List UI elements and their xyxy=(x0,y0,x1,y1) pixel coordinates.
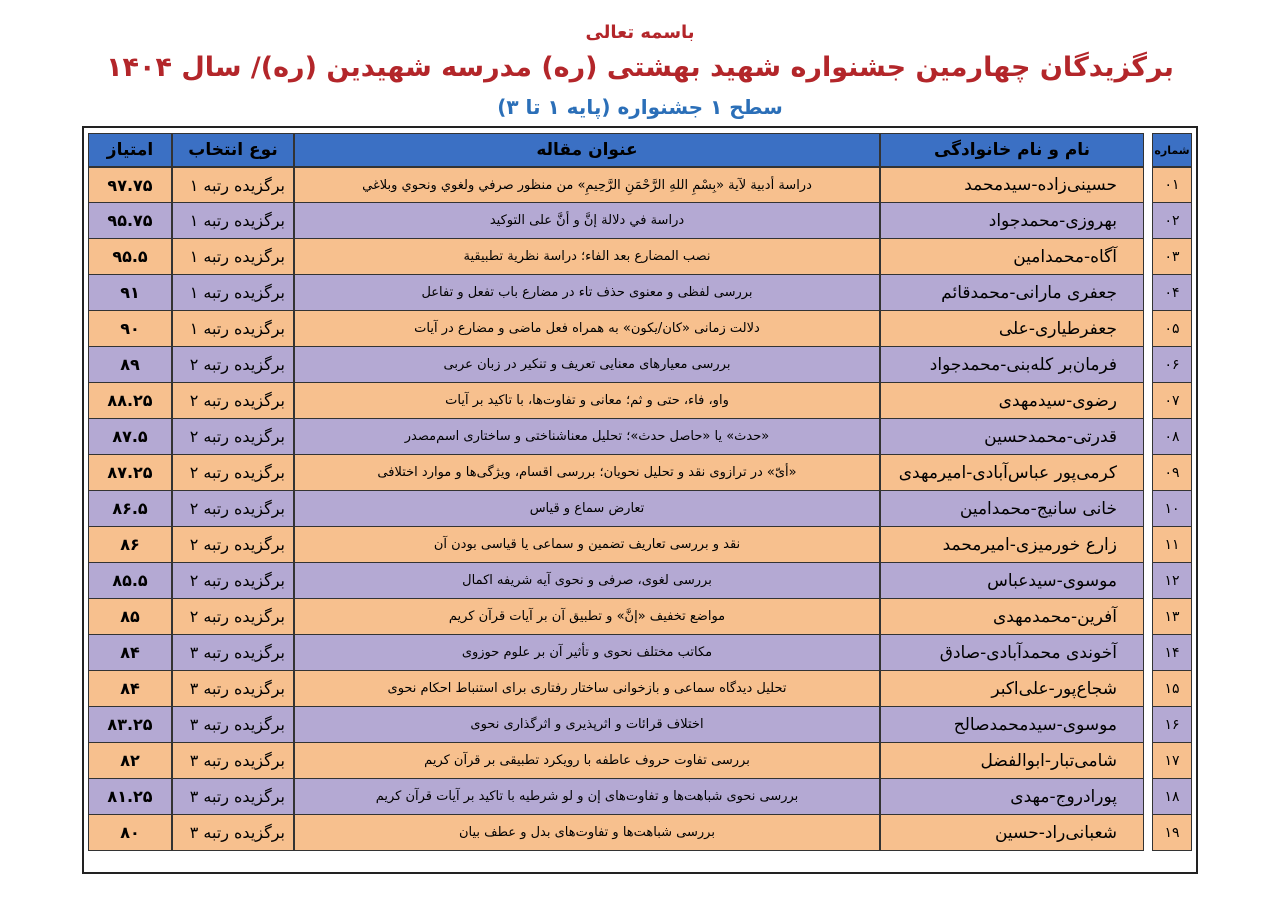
cell-title: نصب المضارع بعد الفاء؛ دراسة نظرية تطبيقية xyxy=(294,239,880,275)
cell-name: خانی سانیج-محمدامین xyxy=(880,491,1144,527)
cell-name: شامی‌تبار-ابوالفضل xyxy=(880,743,1144,779)
table-row xyxy=(88,815,1192,851)
cell-name: موسوی-سیدعباس xyxy=(880,563,1144,599)
cell-score: ۸۱.۲۵ xyxy=(88,779,172,815)
cell-title: دراسة في دلالة إنَّ و أنَّ على التوكيد xyxy=(294,203,880,239)
cell-number: ۱۶ xyxy=(1152,707,1192,743)
cell-name: کرمی‌پور عباس‌آبادی-امیرمهدی xyxy=(880,455,1144,491)
cell-type: برگزیده رتبه ۳ xyxy=(172,707,294,743)
cell-number: ۱۰ xyxy=(1152,491,1192,527)
cell-number: ۰۹ xyxy=(1152,455,1192,491)
cell-name: موسوی-سیدمحمدصالح xyxy=(880,707,1144,743)
cell-score: ۸۵.۵ xyxy=(88,563,172,599)
cell-score: ۸۲ xyxy=(88,743,172,779)
table-row xyxy=(88,455,1192,491)
cell-number: ۱۱ xyxy=(1152,527,1192,563)
cell-score: ۸۶ xyxy=(88,527,172,563)
cell-type: برگزیده رتبه ۳ xyxy=(172,743,294,779)
cell-type: برگزیده رتبه ۱ xyxy=(172,311,294,347)
table-row xyxy=(88,635,1192,671)
cell-score: ۹۷.۷۵ xyxy=(88,167,172,203)
cell-title: بررسی نحوی شباهت‌ها و تفاوت‌های إن و لو شرطیه با تاکید بر آیات قرآن کریم xyxy=(294,779,880,815)
table-row xyxy=(88,239,1192,275)
cell-title: نقد و بررسی تعاریف تضمین و سماعی یا قیاسی بودن آن xyxy=(294,527,880,563)
table-row xyxy=(88,671,1192,707)
cell-name: جعفرطیاری-علی xyxy=(880,311,1144,347)
cell-number: ۰۷ xyxy=(1152,383,1192,419)
cell-name: فرمان‌بر کله‌بنی-محمدجواد xyxy=(880,347,1144,383)
cell-score: ۸۰ xyxy=(88,815,172,851)
cell-score: ۹۵.۷۵ xyxy=(88,203,172,239)
cell-name: آخوندی محمدآبادی-صادق xyxy=(880,635,1144,671)
cell-number: ۰۶ xyxy=(1152,347,1192,383)
cell-title: «أیّ» در ترازوی نقد و تحلیل نحویان؛ بررسی اقسام، ویژگی‌ها و موارد اختلافی xyxy=(294,455,880,491)
cell-number: ۱۴ xyxy=(1152,635,1192,671)
cell-score: ۸۴ xyxy=(88,635,172,671)
cell-title: بررسی لغوی، صرفی و نحوی آیه شریفه اکمال xyxy=(294,563,880,599)
cell-type: برگزیده رتبه ۲ xyxy=(172,383,294,419)
cell-type: برگزیده رتبه ۲ xyxy=(172,563,294,599)
cell-name: شعبانی‌راد-حسین xyxy=(880,815,1144,851)
cell-type: برگزیده رتبه ۲ xyxy=(172,527,294,563)
header-title: عنوان مقاله xyxy=(294,133,880,167)
cell-score: ۸۳.۲۵ xyxy=(88,707,172,743)
cell-number: ۰۳ xyxy=(1152,239,1192,275)
cell-score: ۸۵ xyxy=(88,599,172,635)
cell-score: ۸۷.۲۵ xyxy=(88,455,172,491)
page-title: برگزیدگان چهارمین جشنواره شهید بهشتی (ره) مدرسه شهیدین (ره)/ سال ۱۴۰۴ xyxy=(106,52,1174,83)
cell-number: ۰۲ xyxy=(1152,203,1192,239)
cell-type: برگزیده رتبه ۲ xyxy=(172,455,294,491)
table-row xyxy=(88,419,1192,455)
cell-name: حسینی‌زاده-سیدمحمد xyxy=(880,167,1144,203)
table-row xyxy=(88,347,1192,383)
cell-name: زارع خورمیزی-امیرمحمد xyxy=(880,527,1144,563)
header-type: نوع انتخاب xyxy=(172,133,294,167)
cell-number: ۱۵ xyxy=(1152,671,1192,707)
cell-number: ۰۱ xyxy=(1152,167,1192,203)
cell-title: بررسی لفظی و معنوی حذف تاء در مضارع باب تفعل و تفاعل xyxy=(294,275,880,311)
cell-title: مواضع تخفیف «إنَّ» و تطبیق آن بر آیات قرآن کریم xyxy=(294,599,880,635)
cell-type: برگزیده رتبه ۳ xyxy=(172,671,294,707)
cell-number: ۱۲ xyxy=(1152,563,1192,599)
invocation-line: باسمه تعالی xyxy=(585,22,695,43)
table-row xyxy=(88,527,1192,563)
cell-type: برگزیده رتبه ۳ xyxy=(172,635,294,671)
cell-title: دلالت زمانی «کان/یکون» به همراه فعل ماضی و مضارع در آیات xyxy=(294,311,880,347)
cell-name: آفرین-محمدمهدی xyxy=(880,599,1144,635)
cell-name: شجاع‌پور-علی‌اکبر xyxy=(880,671,1144,707)
table-row xyxy=(88,275,1192,311)
results-table-frame xyxy=(82,126,1198,874)
cell-type: برگزیده رتبه ۱ xyxy=(172,239,294,275)
table-row xyxy=(88,491,1192,527)
cell-number: ۰۵ xyxy=(1152,311,1192,347)
cell-name: آگاه-محمدامین xyxy=(880,239,1144,275)
cell-number: ۱۷ xyxy=(1152,743,1192,779)
results-table xyxy=(88,133,1192,851)
cell-number: ۰۸ xyxy=(1152,419,1192,455)
cell-type: برگزیده رتبه ۲ xyxy=(172,491,294,527)
cell-name: جعفری مارانی-محمدقائم xyxy=(880,275,1144,311)
table-row xyxy=(88,779,1192,815)
cell-title: واو، فاء، حتی و ثم؛ معانی و تفاوت‌ها، با تاکید بر آیات xyxy=(294,383,880,419)
table-row xyxy=(88,743,1192,779)
cell-score: ۸۶.۵ xyxy=(88,491,172,527)
cell-title: مکاتب مختلف نحوی و تأثیر آن بر علوم حوزوی xyxy=(294,635,880,671)
cell-title: تعارض سماع و قیاس xyxy=(294,491,880,527)
cell-type: برگزیده رتبه ۲ xyxy=(172,419,294,455)
table-header-row xyxy=(88,133,1192,167)
table-row xyxy=(88,167,1192,203)
cell-type: برگزیده رتبه ۲ xyxy=(172,347,294,383)
cell-score: ۹۵.۵ xyxy=(88,239,172,275)
cell-score: ۸۴ xyxy=(88,671,172,707)
cell-score: ۸۷.۵ xyxy=(88,419,172,455)
cell-type: برگزیده رتبه ۱ xyxy=(172,275,294,311)
cell-title: اختلاف قرائات و اثرپذیری و اثرگذاری نحوی xyxy=(294,707,880,743)
page-subtitle: سطح ۱ جشنواره (پایه ۱ تا ۳) xyxy=(497,95,783,119)
cell-type: برگزیده رتبه ۱ xyxy=(172,167,294,203)
cell-type: برگزیده رتبه ۱ xyxy=(172,203,294,239)
cell-number: ۱۹ xyxy=(1152,815,1192,851)
cell-number: ۰۴ xyxy=(1152,275,1192,311)
cell-title: «حدث» یا «حاصل حدث»؛ تحلیل معناشناختی و ساختاری اسم‌مصدر xyxy=(294,419,880,455)
table-row xyxy=(88,707,1192,743)
cell-title: بررسی تفاوت حروف عاطفه با رویکرد تطبیقی بر قرآن کریم xyxy=(294,743,880,779)
table-row xyxy=(88,311,1192,347)
table-row xyxy=(88,599,1192,635)
cell-score: ۸۹ xyxy=(88,347,172,383)
cell-title: تحلیل دیدگاه سماعی و بازخوانی ساختار رفتاری برای استنباط احکام نحوی xyxy=(294,671,880,707)
cell-name: پورادروج-مهدی xyxy=(880,779,1144,815)
table-row xyxy=(88,383,1192,419)
cell-type: برگزیده رتبه ۳ xyxy=(172,815,294,851)
cell-number: ۱۳ xyxy=(1152,599,1192,635)
table-body xyxy=(88,167,1192,851)
cell-type: برگزیده رتبه ۲ xyxy=(172,599,294,635)
header-score: امتیاز xyxy=(88,133,172,167)
cell-title: بررسی شباهت‌ها و تفاوت‌های بدل و عطف بیان xyxy=(294,815,880,851)
header-name: نام و نام خانوادگی xyxy=(880,133,1144,167)
header-number: شماره xyxy=(1152,133,1192,167)
cell-score: ۹۰ xyxy=(88,311,172,347)
cell-name: بهروزی-محمدجواد xyxy=(880,203,1144,239)
table-row xyxy=(88,563,1192,599)
cell-score: ۸۸.۲۵ xyxy=(88,383,172,419)
cell-number: ۱۸ xyxy=(1152,779,1192,815)
cell-name: رضوی-سیدمهدی xyxy=(880,383,1144,419)
cell-title: دراسة أدبية لآية «بِسْمِ اللهِ الرَّحْمَنِ الرَّحِيمِ» من منظور صرفي ولغوي ونحوي وبلاغي xyxy=(294,167,880,203)
cell-score: ۹۱ xyxy=(88,275,172,311)
cell-type: برگزیده رتبه ۳ xyxy=(172,779,294,815)
cell-title: بررسی معیارهای معنایی تعریف و تنکیر در زبان عربی xyxy=(294,347,880,383)
table-row xyxy=(88,203,1192,239)
cell-name: قدرتی-محمدحسین xyxy=(880,419,1144,455)
